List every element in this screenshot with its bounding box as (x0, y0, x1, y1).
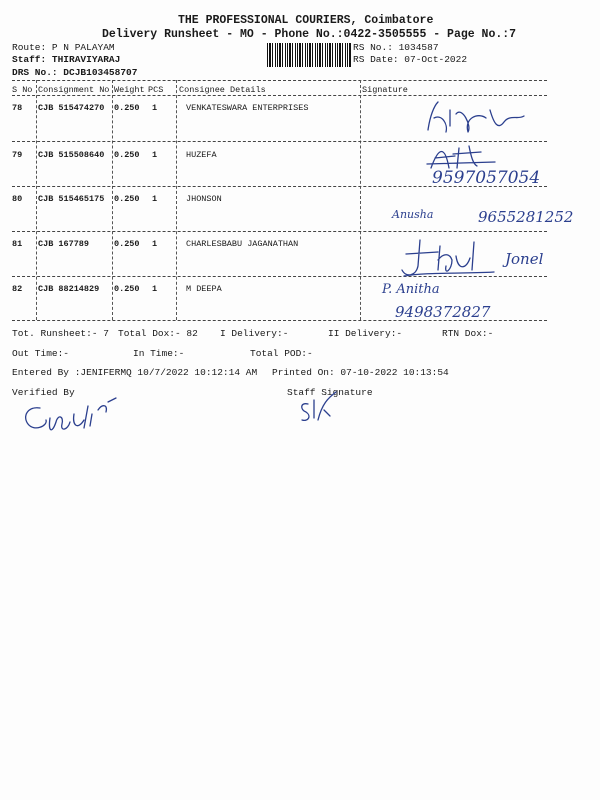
row-consignment: CJB 515474270 (38, 103, 105, 113)
staff-signature (296, 390, 344, 426)
route-label: Route: P N PALAYAM (12, 42, 115, 53)
handwritten-phone-80: 9655281252 (478, 208, 574, 226)
row-weight: 0.250 (114, 194, 140, 204)
row-sno: 79 (12, 150, 23, 160)
row-rule (12, 231, 547, 232)
row-consignment: CJB 88214829 (38, 284, 100, 294)
row-pcs: 1 (152, 194, 158, 204)
row-sno: 81 (12, 239, 23, 249)
col-header-pcs: PCS (148, 85, 164, 95)
row-consignment: CJB 515465175 (38, 194, 105, 204)
signature-row-78 (420, 96, 530, 142)
handwritten-name-80: Anusha (392, 208, 434, 221)
row-weight: 0.250 (114, 284, 140, 294)
drs-number: DRS No.: DCJB103458707 (12, 67, 138, 78)
col-divider (112, 80, 113, 320)
first-delivery: I Delivery:- (220, 328, 289, 339)
col-divider (176, 80, 177, 320)
table-top-rule (12, 80, 547, 81)
staff-signature-label: Staff Signature (287, 387, 373, 398)
printed-on: Printed On: 07-10-2022 10:13:54 (272, 367, 449, 378)
row-sno: 80 (12, 194, 23, 204)
col-header-sno: S No (12, 85, 33, 95)
col-header-signature: Signature (362, 85, 408, 95)
rs-number: RS No.: 1034587 (353, 42, 439, 53)
total-dox: Total Dox:- 82 (118, 328, 198, 339)
col-divider (360, 80, 361, 320)
barcode (267, 43, 351, 67)
col-divider (36, 80, 37, 320)
rtn-dox: RTN Dox:- (442, 328, 494, 339)
row-sno: 82 (12, 284, 23, 294)
handwritten-word-81: Jonel (505, 250, 544, 268)
signature-row-81 (398, 236, 498, 282)
handwritten-phone-82: 9498372827 (395, 303, 491, 321)
col-header-consignee: Consignee Details (179, 85, 266, 95)
row-weight: 0.250 (114, 150, 140, 160)
entered-by: Entered By :JENIFERMQ 10/7/2022 10:12:14 AM (12, 367, 258, 378)
company-title: THE PROFESSIONAL COURIERS, Coimbatore (178, 14, 434, 27)
row-consignee: JHONSON (186, 194, 222, 204)
row-pcs: 1 (152, 150, 158, 160)
col-header-consignment: Consignment No (38, 85, 110, 95)
row-consignee: VENKATESWARA ENTERPRISES (186, 103, 309, 113)
col-header-weight: Weight (114, 85, 145, 95)
verified-by-label: Verified By (12, 387, 75, 398)
row-weight: 0.250 (114, 239, 140, 249)
staff-label: Staff: THIRAVIYARAJ (12, 54, 121, 65)
row-consignee: CHARLESBABU JAGANATHAN (186, 239, 299, 249)
row-consignee: M DEEPA (186, 284, 222, 294)
row-pcs: 1 (152, 239, 158, 249)
row-consignment: CJB 167789 (38, 239, 90, 249)
out-time: Out Time:- (12, 348, 70, 359)
row-pcs: 1 (152, 103, 158, 113)
row-pcs: 1 (152, 284, 158, 294)
second-delivery: II Delivery:- (328, 328, 403, 339)
total-pod: Total POD:- (250, 348, 313, 359)
row-consignment: CJB 515508640 (38, 150, 105, 160)
row-consignee: HUZEFA (186, 150, 217, 160)
verifier-signature (18, 392, 130, 436)
rs-date: RS Date: 07-Oct-2022 (353, 54, 468, 65)
row-weight: 0.250 (114, 103, 140, 113)
handwritten-phone-79: 9597057054 (432, 168, 541, 188)
in-time: In Time:- (133, 348, 185, 359)
row-sno: 78 (12, 103, 23, 113)
total-runsheet: Tot. Runsheet:- 7 (12, 328, 109, 339)
runsheet-subtitle: Delivery Runsheet - MO - Phone No.:0422-3505555 - Page No.:7 (102, 28, 517, 41)
handwritten-name-82: P. Anitha (382, 282, 440, 297)
